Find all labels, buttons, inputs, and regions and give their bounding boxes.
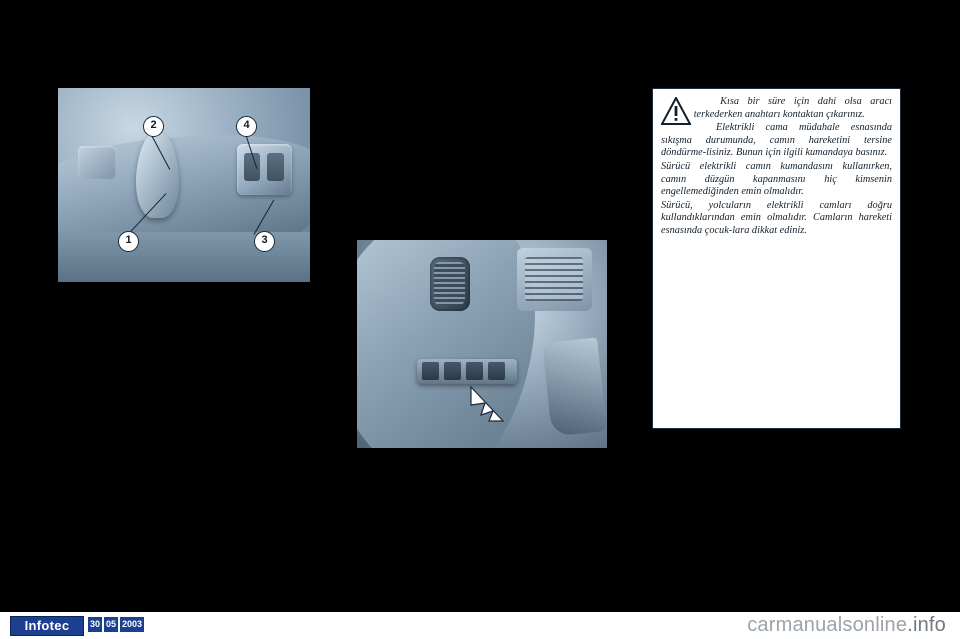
left-switch-pod: [78, 146, 116, 179]
centre-console-photo: [58, 88, 310, 282]
dashboard-switch-photo: [357, 240, 607, 448]
date-month: 05: [104, 617, 118, 632]
warning-box: [652, 88, 901, 429]
infotec-logo: Infotec: [10, 616, 84, 636]
site-watermark: [747, 614, 946, 637]
window-switch-strip: [417, 359, 517, 384]
callout-3: 3: [254, 231, 275, 252]
date-day: 30: [88, 617, 102, 632]
warning-paragraph-3: Sürücü elektrikli camın kumandasını kullanırken, camın düzgün kapanmasını hiç kimsenin engellemediğinden emin olmalıdır.: [661, 160, 892, 198]
warning-text-block: [661, 96, 892, 238]
window-switch-4: [488, 362, 505, 379]
warning-triangle-icon: [661, 97, 691, 125]
window-switch-2: [444, 362, 461, 379]
air-vent: [430, 257, 470, 311]
watermark-suffix: .info: [907, 614, 946, 636]
warning-paragraph-1: Kısa bir süre için dahi olsa aracı terkederken anahtarı kontaktan çıkarınız.: [693, 96, 892, 120]
warning-paragraph-2: Elektrikli cama müdahale esnasında sıkışma durumunda, camın hareketini tersine döndürme-lisiniz. Bunun için ilgili kumandaya basınız.: [661, 122, 892, 159]
callout-1: 1: [118, 231, 139, 252]
footer-bar: [0, 612, 960, 639]
window-switch-1: [422, 362, 439, 379]
instrument-cluster: [517, 248, 592, 310]
date-year: 2003: [120, 617, 144, 632]
window-switch-3: [466, 362, 483, 379]
callout-2: 2: [143, 116, 164, 137]
window-switch-pod: [237, 144, 292, 194]
callout-4: 4: [236, 116, 257, 137]
door-panel-edge: [542, 337, 606, 436]
warning-paragraph-4: Sürücü, yolcuların elektrikli camları doğru kullandıklarından emin olmalıdır. Camların hareketi esnasında çocuk-lara dikkat ediniz.: [661, 199, 892, 236]
watermark-main: carmanualsonline: [747, 614, 908, 636]
arrow-pointer-icon: [467, 381, 507, 425]
footer-date: [88, 617, 144, 632]
